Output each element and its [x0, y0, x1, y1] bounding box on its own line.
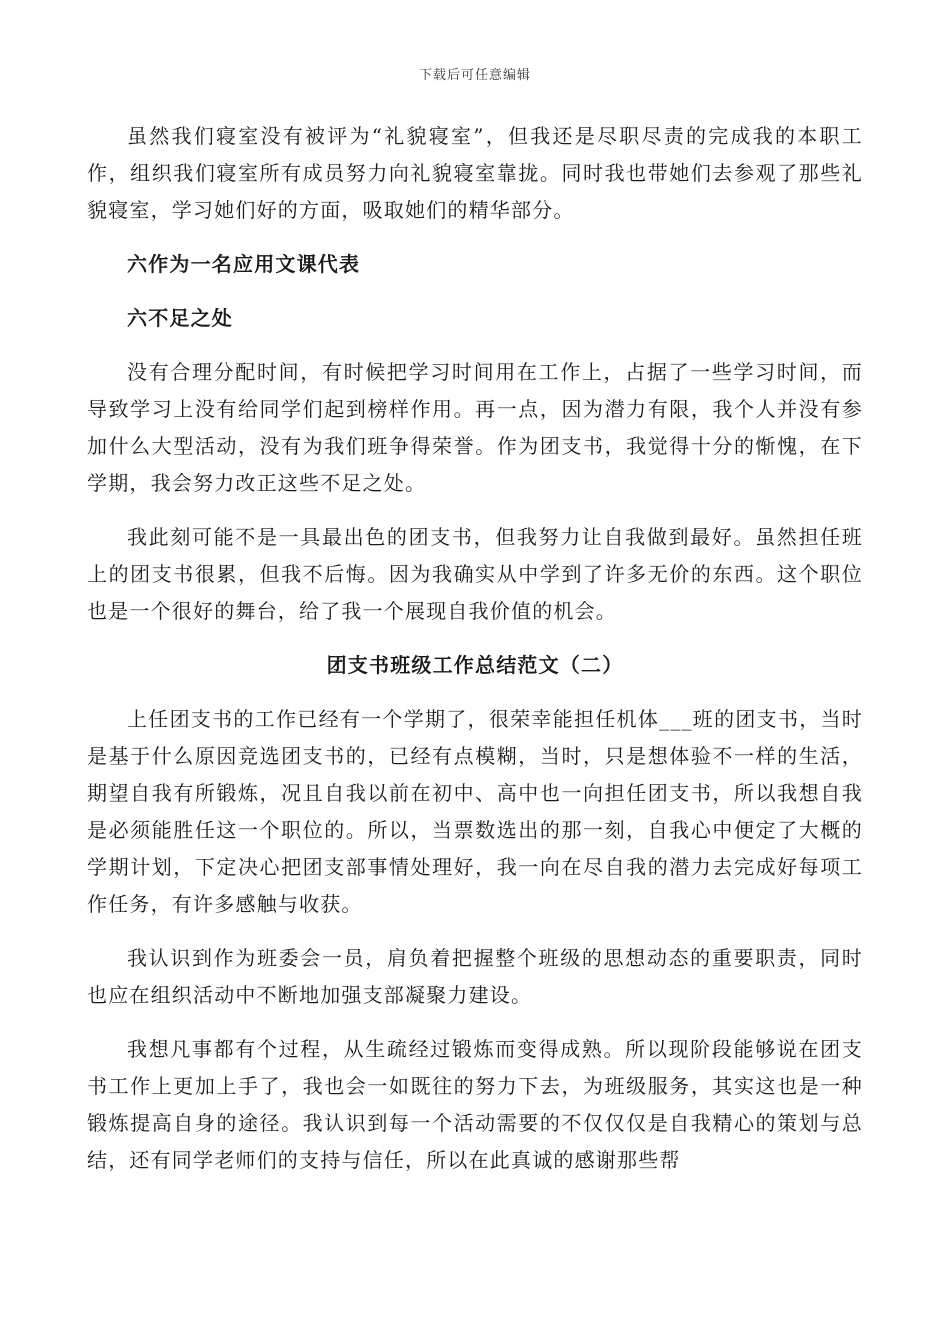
paragraph-responsibility: 我认识到作为班委会一员，肩负着把握整个班级的思想动态的重要职责，同时也应在组织活动中不断地加强支部凝聚力建设。: [87, 946, 863, 1007]
document-body: [87, 118, 863, 1196]
paragraph-dorm: 虽然我们寝室没有被评为“礼貌寝室”，但我还是尽职尽责的完成我的本职工作，组织我们寝室所有成员努力向礼貌寝室靠拢。同时我也带她们去参观了那些礼貌寝室，学习她们好的方面，吸取她们的精华部分。: [87, 124, 863, 222]
paragraph-taking-office: 上任团支书的工作已经有一个学期了，很荣幸能担任机体___班的团支书，当时是基于什么原因竞选团支书的，已经有点模糊，当时，只是想体验不一样的生活，期望自我有所锻炼，况且自我以前在初中、高中也一向担任团支书，所以我想自我是必须能胜任这一个职位的。所以，当票数选出的那一刻，自我心中便定了大概的学期计划，下定决心把团支部事情处理好，我一向在尽自我的潜力去完成好每项工作任务，有许多感触与收获。: [87, 707, 863, 916]
page-header: 下载后可任意编辑: [418, 68, 531, 83]
heading-course-rep: 六作为一名应用文课代表: [127, 252, 361, 276]
paragraph-process: 我想凡事都有个过程，从生疏经过锻炼而变得成熟。所以现阶段能够说在团支书工作上更加上手了，我也会一如既往的努力下去，为班级服务，其实这也是一种锻炼提高自身的途径。我认识到每一个活动需要的不仅仅仅是自我精心的策划与总结，还有同学老师们的支持与信任，所以在此真诚的感谢那些帮: [87, 1037, 863, 1172]
paragraph-reflection: 我此刻可能不是一具最出色的团支书，但我努力让自我做到最好。虽然担任班上的团支书很累，但我不后悔。因为我确实从中学到了许多无价的东西。这个职位也是一个很好的舞台，给了我一个展现自我价值的机会。: [87, 525, 863, 623]
heading-shortcomings: 六不足之处: [127, 306, 233, 330]
paragraph-shortcomings: 没有合理分配时间，有时候把学习时间用在工作上，占据了一些学习时间，而导致学习上没有给同学们起到榜样作用。再一点，因为潜力有限，我个人并没有参加什么大型活动，没有为我们班争得荣誉。作为团支书，我觉得十分的惭愧，在下学期，我会努力改正这些不足之处。: [87, 360, 863, 495]
section-title-two: 团支书班级工作总结范文（二）: [326, 653, 624, 677]
